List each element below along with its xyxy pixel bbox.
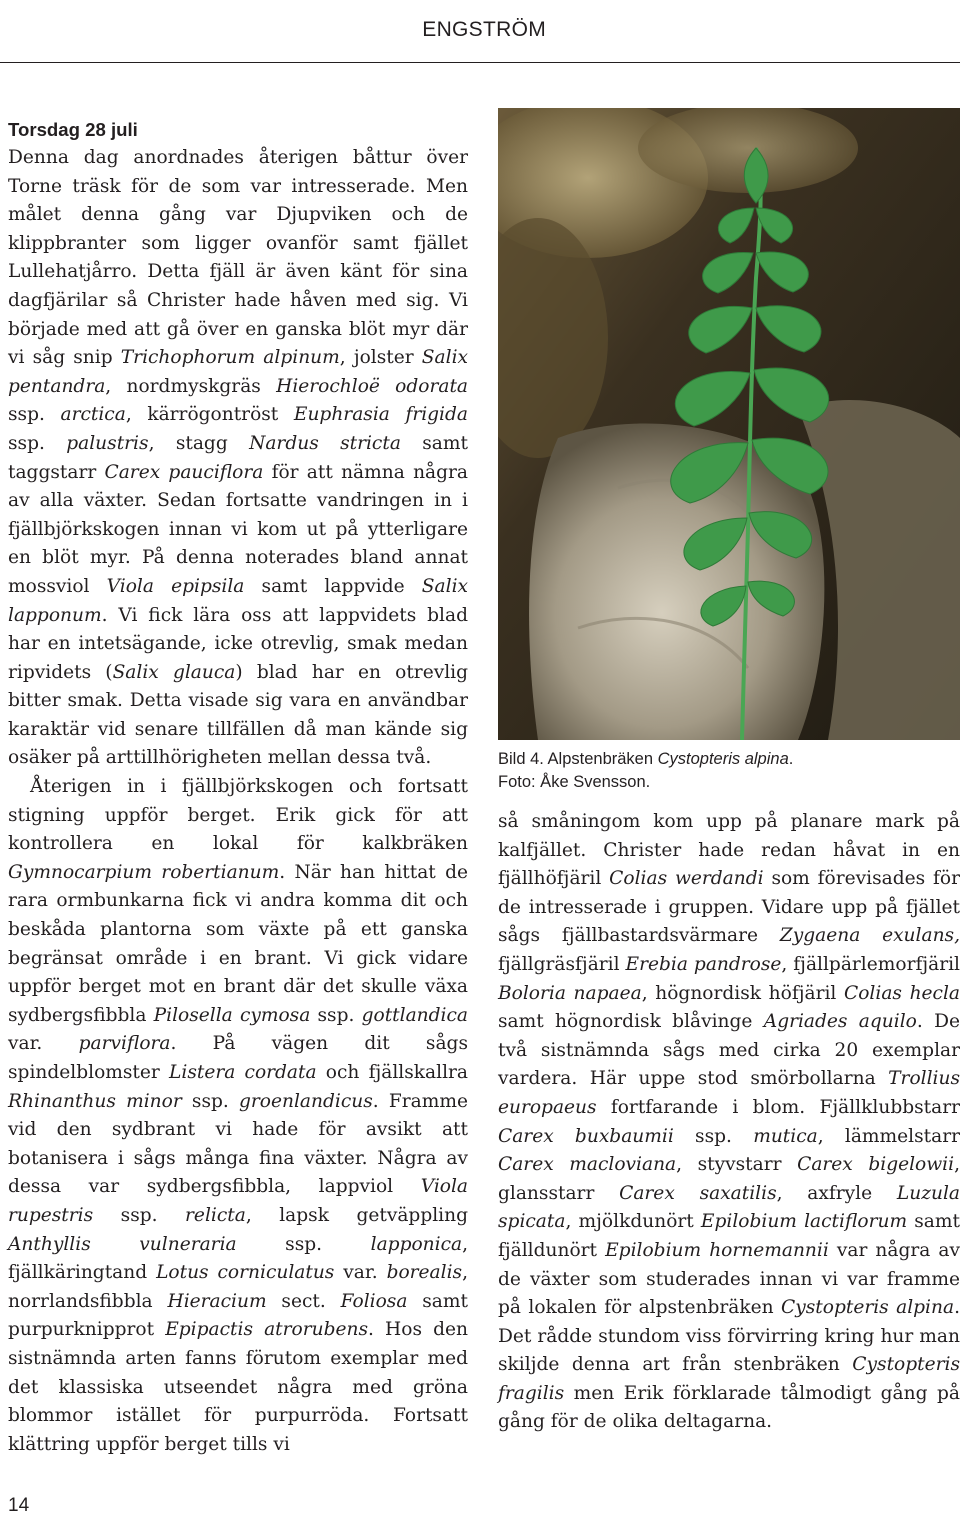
species-name: Hieracium <box>167 1290 267 1312</box>
species-name: Trichophorum alpinum <box>120 347 340 369</box>
species-name: palustris <box>66 432 149 454</box>
text-run: , jolster <box>339 347 422 369</box>
species-name: Erebia pandrose <box>625 953 782 975</box>
caption-species: Cystopteris alpina <box>657 750 789 768</box>
species-name: Foliosa <box>340 1290 408 1312</box>
text-run: samt lappvide <box>244 575 422 597</box>
species-name: lapponica <box>370 1233 463 1255</box>
text-run: . De två sistnämnda sågs med cirka 20 exemplar vardera. Här uppe stod smörbollarna <box>498 1011 960 1090</box>
left-column <box>8 116 468 1459</box>
paragraph-3 <box>498 808 960 1437</box>
text-run: samt högnordisk blåvinge <box>498 1011 764 1033</box>
text-run: . Framme vid den sydbrant vi hade för avsikt att botanisera i sågs många fina växter. Några av dessa var sydbergsfibbla, lappviol <box>8 1090 469 1198</box>
species-name: Carex pauciflora <box>104 461 264 483</box>
text-run: , stagg <box>148 432 250 454</box>
photo-credit: Foto: Åke Svensson. <box>498 773 651 791</box>
caption-line: Bild 4. Alpstenbräken Cystopteris alpina. <box>498 750 794 768</box>
text-run: ssp. <box>8 432 67 454</box>
text-run: samt fjälldunört <box>498 1211 960 1261</box>
text-run: var. <box>334 1262 387 1284</box>
species-name: Rhinanthus minor <box>8 1090 182 1112</box>
text-run: , lämmelstarr <box>817 1125 960 1147</box>
text-run: men Erik förklarade tålmodigt gång på gång för de olika deltagarna. <box>498 1382 960 1433</box>
species-name: Cystopteris alpina <box>781 1297 955 1319</box>
text-run: , fjällkäringtand <box>8 1233 469 1284</box>
species-name: Viola rupestris <box>8 1176 468 1226</box>
species-name: mutica <box>753 1125 818 1147</box>
page-number: 14 <box>8 1495 30 1516</box>
text-run: fortfarande i blom. Fjällklubbstarr <box>596 1096 960 1118</box>
species-name: Lotus corniculatus <box>156 1262 335 1284</box>
species-name: gottlandica <box>361 1004 468 1026</box>
species-name: Luzula spicata <box>498 1182 960 1233</box>
text-run: som förevisades för de intresserade i gruppen. Vidare upp på fjället sågs fjällbastardsvärmare <box>498 868 960 947</box>
text-run: . Vi fick lära oss att lappvidets blad har en intetsägande, icke otrevlig, smak medan ripvidets ( <box>8 604 468 683</box>
species-name: Carex buxbaumii <box>498 1125 674 1147</box>
species-name: parviflora <box>78 1033 171 1055</box>
paragraph-2 <box>8 773 468 1459</box>
species-name: Boloria napaea <box>498 982 642 1004</box>
species-name: Carex bigelowii <box>797 1154 955 1176</box>
text-run: , styvstarr <box>676 1154 798 1176</box>
species-name: Colias hecla <box>844 982 960 1004</box>
species-name: groenlandicus <box>239 1090 373 1112</box>
header-title: ENGSTRÖM <box>422 18 546 41</box>
text-run: ssp. <box>310 1004 362 1026</box>
species-name: arctica <box>60 404 126 426</box>
text-run: . Det rådde stundom viss förvirring kring hur man skiljde denna art från stenbräken <box>498 1297 960 1376</box>
text-run: , fjällpärlemorfjäril <box>781 953 960 975</box>
text-run: och fjällskallra <box>316 1062 468 1083</box>
species-name: Cystopteris fragilis <box>498 1354 960 1404</box>
species-name: Epilobium lactiflorum <box>700 1211 908 1233</box>
text-run: ssp. <box>181 1090 240 1112</box>
species-name: Pilosella cymosa <box>153 1004 311 1026</box>
text-run: , högnordisk höfjäril <box>641 982 844 1004</box>
text-run: var några av de växter som studerades innan vi var framme på lokalen för alpstenbräken <box>498 1239 960 1319</box>
species-name: Salix lapponum <box>8 575 468 626</box>
running-header <box>0 0 960 63</box>
text-run: samt purpurknipprot <box>8 1290 468 1341</box>
species-name: Listera cordata <box>169 1062 317 1083</box>
text-run: , mjölkdunört <box>565 1211 701 1233</box>
text-run: , kärrögontröst <box>125 404 294 426</box>
text-run: Återigen in i fjällbjörkskogen och fortsatt stigning uppför berget. Erik gick för att kontrollera en lokal för kalkbräken <box>8 776 468 855</box>
text-run: ssp. <box>236 1233 371 1255</box>
species-name: relicta <box>185 1204 246 1226</box>
species-name: Zygaena exulans, <box>779 925 960 947</box>
species-name: Gymnocarpium robertianum <box>8 861 280 883</box>
text-run: sect. <box>266 1290 341 1312</box>
species-name: Agriades aquilo <box>763 1011 917 1033</box>
text-run: , glansstarr <box>498 1154 960 1204</box>
text-run: för att nämna några av alla växter. Sedan fortsatte vandringen in i fjällbjörkskogen innan vi kom ut på ytterligare en blöt myr. På denna noterades bland annat mossviol <box>8 461 469 597</box>
text-run: , axfryle <box>776 1182 897 1204</box>
text-run: Denna dag anordnades återigen båttur över Torne träsk för de som var intresserade. Men målet denna gång var Djupviken och de klippbranter som ligger ovanför samt fjället Lullehatjårro. Detta fjäll är även känt för sina dagfjärilar så Christer hade håven med sig. Vi började med att gå över en ganska blöt myr där vi såg snip <box>8 147 468 369</box>
text-run: , lapsk getväppling <box>245 1204 468 1226</box>
fern-photo <box>498 108 960 740</box>
text-run: ssp. <box>673 1125 754 1147</box>
text-run: fjällgräsfjäril <box>498 953 626 975</box>
text-run: . Hos den sistnämnda arten fanns förutom exemplar med det klassiska utseendet några med gröna blommor istället för purpurröda. Fortsatt klättring uppför berget tills vi <box>8 1319 468 1455</box>
species-name: Salix pentandra <box>8 347 468 397</box>
species-name: Carex saxatilis <box>619 1182 777 1204</box>
fern-illustration <box>498 108 960 740</box>
species-name: Carex macloviana <box>498 1154 677 1176</box>
figure-caption <box>498 748 960 794</box>
section-heading: Torsdag 28 juli <box>8 119 138 140</box>
text-run: samt taggstarr <box>8 432 468 483</box>
text-run: var. <box>8 1033 79 1055</box>
right-column <box>498 808 960 1437</box>
species-name: Salix glauca <box>112 661 236 683</box>
text-run: ssp. <box>93 1204 186 1226</box>
text-run: , nordmyskgräs <box>105 375 277 397</box>
species-name: Hierochloë odorata <box>276 375 468 397</box>
species-name: Euphrasia frigida <box>293 404 468 426</box>
species-name: Anthyllis vulneraria <box>8 1233 237 1255</box>
species-name: Epipactis atrorubens <box>165 1319 369 1341</box>
text-run: ) blad har en otrevlig bitter smak. Detta visade sig vara en användbar karaktär vid senare tillfällen då man kände sig osäker på arttillhörigheten mellan dessa två. <box>8 661 468 769</box>
text-run: , norrlandsfibbla <box>8 1262 468 1312</box>
text-run: . När han hittat de rara ormbunkarna fick vi andra komma dit och beskåda plantorna som växte på ett ganska begränsat område i en brant. Vi gick vidare uppför berget mot en brant där det skulle växa sydbergsfibbla <box>8 861 468 1026</box>
species-name: Epilobium hornemannii <box>605 1239 829 1261</box>
species-name: Viola epipsila <box>106 575 245 597</box>
species-name: Nardus stricta <box>249 432 401 454</box>
text-run: . På vägen dit sågs spindelblomster <box>8 1033 468 1083</box>
paragraph-1 <box>8 144 468 773</box>
species-name: borealis <box>386 1262 463 1284</box>
text-run: ssp. <box>8 404 61 426</box>
text-run: så småningom kom upp på planare mark på kalfjället. Christer hade redan håvat in en fjällhöfjäril <box>498 811 960 890</box>
species-name: Trollius europaeus <box>498 1068 960 1118</box>
species-name: Colias werdandi <box>609 868 764 890</box>
